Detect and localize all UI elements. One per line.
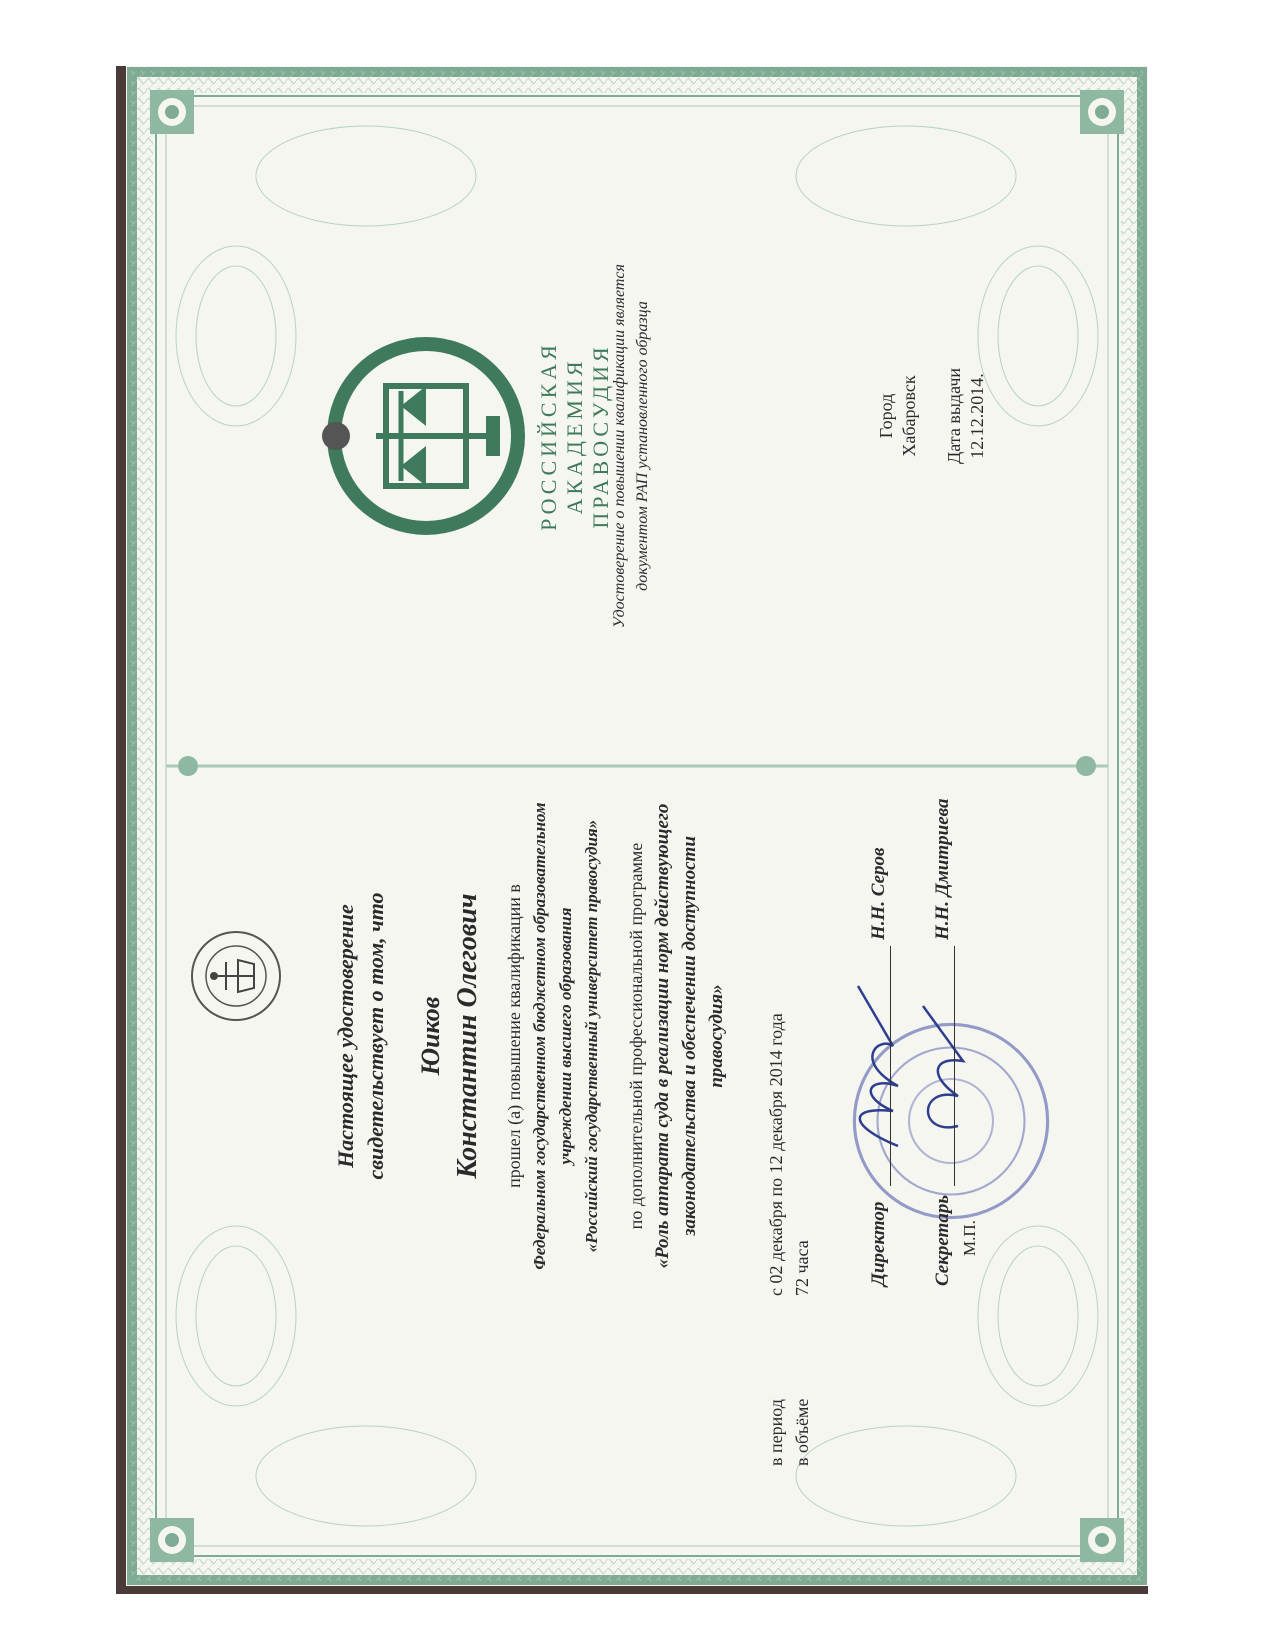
institution-line-3: «Российский государственный университет правосудия» <box>582 819 601 1253</box>
institution-line-2: учреждении высшего образования <box>556 907 575 1165</box>
certificate-heading <box>331 606 391 1466</box>
city-value: Хабаровск <box>899 375 919 457</box>
volume-value: 72 часа <box>792 1240 812 1296</box>
program-title-line-1: «Роль аппарата суда в реализации норм действующего <box>652 803 673 1269</box>
secretary-signature <box>908 986 978 1146</box>
cover-note-line-2: документом РАП установленного образца <box>634 301 651 591</box>
secretary-label: Секретарь <box>932 1194 953 1286</box>
academy-emblem-icon <box>276 286 576 586</box>
director-signature-line <box>890 946 891 1186</box>
period-value: с 02 декабря по 12 декабря 2014 года <box>766 1013 786 1296</box>
cover-note-line-1: Удостоверение о повышении квалификации является <box>611 264 628 628</box>
recipient-surname: Юиков <box>416 996 445 1076</box>
certificate-sheet <box>126 66 1148 1586</box>
certificate-content <box>126 66 1148 1586</box>
program-intro: по дополнительной профессиональной программе <box>626 842 646 1230</box>
institution-line-1: Федеральном государственном бюджетном образовательном <box>530 802 549 1270</box>
secretary-signature-line <box>954 946 955 1186</box>
passed-text: прошел (а) повышение квалификации в <box>504 884 524 1188</box>
secretary-name: Н.Н. Дмитриева <box>932 798 953 940</box>
director-label: Директор <box>868 1201 889 1286</box>
seal-place: М.П. <box>960 1220 979 1256</box>
heading-line-2: свидетельствует о том, что <box>363 892 388 1180</box>
issue-date-value: 12.12.2014. <box>967 373 987 459</box>
period-label: в период <box>766 1399 786 1466</box>
emblem-arc-text: РОССИЙСКАЯ АКАДЕМИЯ ПРАВОСУДИЯ <box>536 341 613 531</box>
director-name: Н.Н. Серов <box>868 847 889 940</box>
director-signature <box>838 976 918 1156</box>
program-title-line-3: правосудия» <box>706 984 727 1088</box>
volume-label: в объёме <box>792 1398 812 1466</box>
city-label: Город <box>876 393 896 439</box>
program-title-line-2: законодательства и обеспечении доступности <box>679 836 700 1236</box>
recipient-given-names: Константин Олегович <box>452 893 483 1179</box>
issue-date-label: Дата выдачи <box>944 367 964 465</box>
heading-line-1: Настоящее удостоверение <box>333 904 358 1168</box>
small-academy-emblem-icon <box>186 926 286 1026</box>
